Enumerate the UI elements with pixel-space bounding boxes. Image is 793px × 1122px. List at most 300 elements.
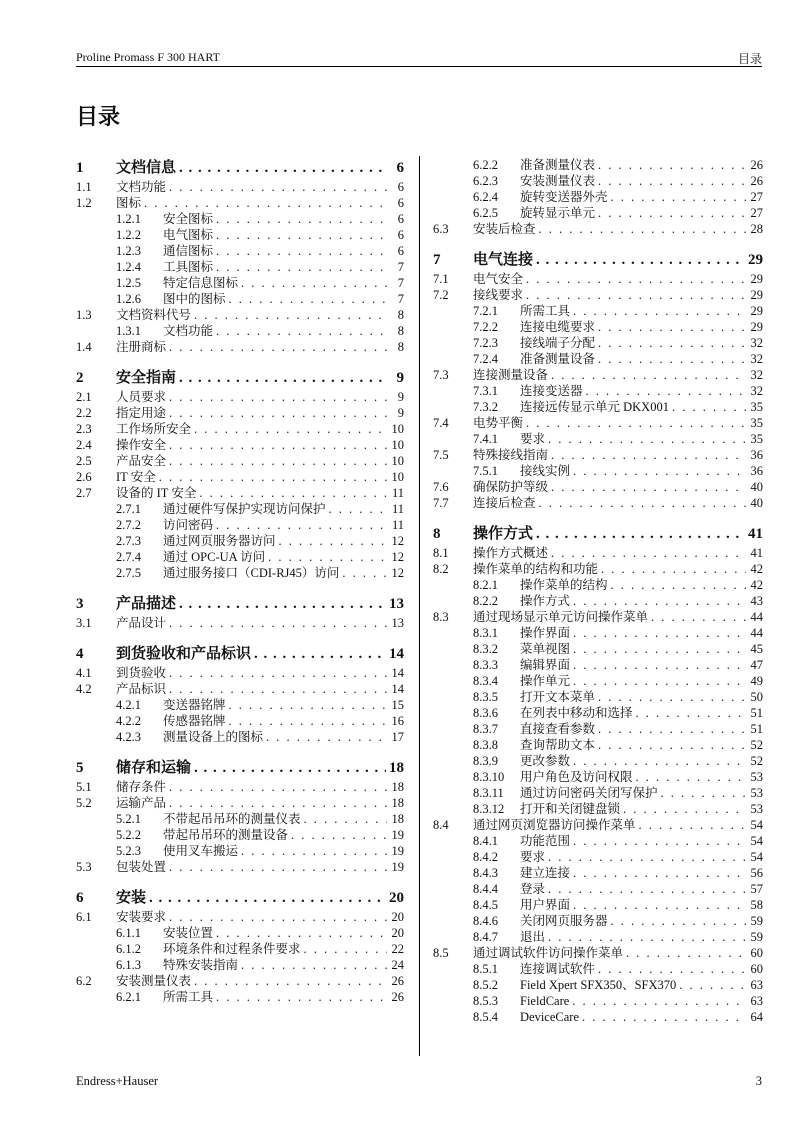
toc-entry-title: 电气连接 — [473, 252, 534, 268]
toc-entry[interactable] — [76, 469, 404, 485]
toc-leader-dots — [598, 173, 746, 189]
toc-entry-title: FieldCare — [520, 994, 570, 1008]
toc-leader-dots — [573, 593, 746, 609]
toc-entry[interactable] — [76, 453, 404, 469]
toc-entry-number: 1.1 — [76, 180, 92, 194]
toc-chapter-entry[interactable] — [76, 593, 404, 615]
toc-entry-page: 10 — [391, 470, 404, 484]
toc-entry-page: 63 — [750, 978, 763, 992]
toc-entry-page: 32 — [750, 336, 763, 350]
toc-entry[interactable] — [76, 243, 404, 259]
toc-entry-title: 建立连接 — [520, 866, 571, 880]
toc-entry[interactable] — [76, 549, 404, 565]
toc-entry-number: 8.3.6 — [473, 706, 498, 720]
toc-leader-dots — [266, 729, 387, 745]
toc-entry[interactable] — [433, 961, 763, 977]
page-title: 目录 — [76, 104, 121, 130]
toc-entry[interactable] — [76, 533, 404, 549]
toc-entry[interactable] — [76, 827, 404, 843]
toc-entry-number: 2.1 — [76, 390, 92, 404]
toc-entry-number: 3.1 — [76, 616, 92, 630]
toc-entry-page: 13 — [391, 616, 404, 630]
toc-entry[interactable] — [433, 577, 763, 593]
toc-leader-dots — [169, 339, 387, 355]
toc-entry-page: 32 — [750, 368, 763, 382]
toc-entry-page: 7 — [397, 292, 404, 306]
toc-entry-title: 安装位置 — [163, 926, 214, 940]
toc-entry-number: 8.5.2 — [473, 978, 498, 992]
toc-entry[interactable] — [76, 811, 404, 827]
toc-entry[interactable] — [433, 399, 763, 415]
toc-entry-page: 26 — [750, 174, 763, 188]
toc-entry-title: 特殊接线指南 — [473, 448, 549, 462]
toc-leader-dots — [169, 779, 387, 795]
toc-entry-page: 52 — [750, 754, 763, 768]
toc-entry-title: 电气安全 — [473, 272, 524, 286]
toc-entry-page: 64 — [750, 1010, 763, 1024]
toc-entry-number: 6 — [76, 890, 84, 906]
toc-entry-title: Field Xpert SFX350、SFX370 — [520, 978, 677, 992]
toc-entry-page: 43 — [750, 594, 763, 608]
toc-entry[interactable] — [76, 517, 404, 533]
toc-entry-page: 29 — [748, 252, 763, 268]
toc-entry[interactable] — [433, 593, 763, 609]
toc-entry-number: 8.3.11 — [473, 786, 504, 800]
toc-entry-number: 7.2.4 — [473, 352, 498, 366]
toc-entry[interactable] — [433, 319, 763, 335]
toc-entry-page: 12 — [391, 550, 404, 564]
toc-entry-number: 7.1 — [433, 272, 449, 286]
header-section-name: 目录 — [737, 52, 762, 66]
toc-leader-dots — [548, 881, 746, 897]
toc-leader-dots — [598, 689, 746, 705]
toc-entry[interactable] — [76, 421, 404, 437]
toc-entry-number: 8.3.5 — [473, 690, 498, 704]
toc-leader-dots — [572, 993, 746, 1009]
toc-entry-number: 8.3.3 — [473, 658, 498, 672]
toc-entry[interactable] — [433, 833, 763, 849]
toc-entry-title: 操作单元 — [520, 674, 571, 688]
toc-entry-title: 操作界面 — [520, 626, 571, 640]
toc-entry[interactable] — [76, 925, 404, 941]
toc-entry-page: 6 — [396, 160, 404, 176]
toc-entry[interactable] — [76, 259, 404, 275]
toc-entry-number: 1.2.2 — [116, 228, 141, 242]
toc-entry-number: 8.4.1 — [473, 834, 498, 848]
toc-entry[interactable] — [76, 307, 404, 323]
toc-entry[interactable] — [433, 945, 763, 961]
toc-entry-page: 27 — [750, 206, 763, 220]
toc-entry[interactable] — [433, 993, 763, 1009]
toc-entry[interactable] — [433, 205, 763, 221]
toc-entry-page: 6 — [397, 180, 404, 194]
toc-entry-number: 7.2.3 — [473, 336, 498, 350]
toc-entry-title: 产品描述 — [116, 596, 177, 612]
toc-entry[interactable] — [433, 817, 763, 833]
toc-entry-title: 接线端子分配 — [520, 336, 596, 350]
toc-entry[interactable] — [433, 913, 763, 929]
toc-entry-number: 8.4.7 — [473, 930, 498, 944]
toc-leader-dots — [639, 817, 746, 833]
toc-entry-title: 使用叉车搬运 — [163, 844, 239, 858]
toc-entry-number: 8.1 — [433, 546, 449, 560]
toc-entry-title: 产品标识 — [116, 682, 167, 696]
toc-entry-number: 2.7.5 — [116, 566, 141, 580]
toc-entry-title: 通过网页服务器访问 — [163, 534, 276, 548]
toc-entry[interactable] — [433, 383, 763, 399]
toc-entry-number: 2.7.1 — [116, 502, 141, 516]
toc-entry[interactable] — [433, 287, 763, 303]
toc-entry[interactable] — [433, 785, 763, 801]
toc-entry[interactable] — [76, 211, 404, 227]
toc-leader-dots — [199, 485, 387, 501]
toc-entry-number: 8.3.10 — [473, 770, 505, 784]
toc-entry[interactable] — [76, 437, 404, 453]
toc-leader-dots — [216, 259, 387, 275]
toc-leader-dots — [611, 913, 746, 929]
toc-entry-title: 操作菜单的结构 — [520, 578, 608, 592]
toc-leader-dots — [573, 753, 746, 769]
toc-entry-page: 18 — [391, 796, 404, 810]
toc-chapter-entry[interactable] — [76, 157, 404, 179]
toc-entry[interactable] — [433, 431, 763, 447]
toc-entry-page: 19 — [391, 860, 404, 874]
toc-leader-dots — [623, 801, 746, 817]
toc-entry-title: 退出 — [520, 930, 546, 944]
toc-entry[interactable] — [433, 479, 763, 495]
toc-entry[interactable] — [433, 447, 763, 463]
toc-entry-title: 测量设备上的图标 — [163, 730, 264, 744]
toc-entry-page: 19 — [391, 844, 404, 858]
toc-leader-dots — [241, 957, 387, 973]
toc-entry[interactable] — [433, 849, 763, 865]
toc-entry-title: 通过 OPC-UA 访问 — [163, 550, 266, 564]
toc-entry-number: 8.4.5 — [473, 898, 498, 912]
toc-leader-dots — [526, 271, 746, 287]
toc-chapter-entry[interactable] — [76, 643, 404, 665]
toc-entry[interactable] — [76, 697, 404, 713]
toc-entry-number: 2.6 — [76, 470, 92, 484]
toc-leader-dots — [679, 977, 746, 993]
toc-entry-page: 28 — [750, 222, 763, 236]
toc-entry[interactable] — [76, 291, 404, 307]
toc-entry[interactable] — [433, 897, 763, 913]
toc-entry-number: 7.6 — [433, 480, 449, 494]
toc-entry-page: 35 — [750, 432, 763, 446]
toc-leader-dots — [536, 249, 745, 271]
toc-entry-number: 6.2.3 — [473, 174, 498, 188]
toc-entry-number: 8.4.6 — [473, 914, 498, 928]
toc-entry-number: 8.3.2 — [473, 642, 498, 656]
toc-entry[interactable] — [433, 977, 763, 993]
toc-entry[interactable] — [433, 929, 763, 945]
toc-entry-title: 操作方式 — [520, 594, 571, 608]
toc-leader-dots — [548, 431, 746, 447]
toc-entry[interactable] — [76, 501, 404, 517]
toc-entry-title: 旋转变送器外壳 — [520, 190, 608, 204]
toc-entry-number: 8.5.4 — [473, 1010, 498, 1024]
toc-leader-dots — [194, 421, 387, 437]
toc-entry-page: 53 — [750, 802, 763, 816]
toc-entry[interactable] — [433, 189, 763, 205]
toc-chapter-entry[interactable] — [433, 523, 763, 545]
toc-entry-page: 47 — [750, 658, 763, 672]
toc-entry-number: 7.4 — [433, 416, 449, 430]
toc-entry-title: 登录 — [520, 882, 546, 896]
toc-leader-dots — [229, 291, 387, 307]
toc-entry[interactable] — [433, 769, 763, 785]
toc-entry[interactable] — [76, 989, 404, 1005]
toc-entry-title: 安装要求 — [116, 910, 167, 924]
toc-entry-number: 8.4.4 — [473, 882, 498, 896]
toc-leader-dots — [548, 849, 746, 865]
toc-entry-page: 14 — [391, 666, 404, 680]
toc-entry[interactable] — [433, 495, 763, 511]
toc-leader-dots — [598, 351, 746, 367]
toc-chapter-entry[interactable] — [76, 887, 404, 909]
toc-entry-title: 接线实例 — [520, 464, 571, 478]
toc-chapter-entry[interactable] — [433, 249, 763, 271]
toc-entry[interactable] — [433, 673, 763, 689]
toc-entry[interactable] — [76, 665, 404, 681]
toc-entry-page: 26 — [391, 990, 404, 1004]
toc-entry-number: 8.3.7 — [473, 722, 498, 736]
toc-entry[interactable] — [76, 795, 404, 811]
toc-entry[interactable] — [433, 753, 763, 769]
toc-entry[interactable] — [433, 641, 763, 657]
toc-entry-page: 15 — [391, 698, 404, 712]
toc-entry-page: 9 — [397, 390, 404, 404]
toc-entry-title: 安装测量仪表 — [116, 974, 192, 988]
toc-entry[interactable] — [76, 729, 404, 745]
toc-leader-dots — [169, 615, 387, 631]
toc-entry[interactable] — [433, 657, 763, 673]
toc-entry[interactable] — [76, 957, 404, 973]
toc-entry[interactable] — [433, 351, 763, 367]
toc-leader-dots — [216, 243, 387, 259]
toc-leader-dots — [342, 565, 387, 581]
toc-entry[interactable] — [76, 389, 404, 405]
toc-entry-number: 6.2 — [76, 974, 92, 988]
toc-leader-dots — [169, 179, 387, 195]
toc-entry-page: 53 — [750, 770, 763, 784]
toc-entry-page: 57 — [750, 882, 763, 896]
toc-entry-page: 50 — [750, 690, 763, 704]
toc-entry[interactable] — [76, 973, 404, 989]
toc-entry-number: 5 — [76, 760, 84, 776]
toc-entry[interactable] — [433, 545, 763, 561]
toc-entry-title: 直接查看参数 — [520, 722, 596, 736]
toc-entry-page: 52 — [750, 738, 763, 752]
toc-entry-page: 11 — [391, 502, 404, 516]
toc-entry-page: 29 — [750, 320, 763, 334]
toc-leader-dots — [169, 453, 387, 469]
toc-entry-page: 29 — [750, 304, 763, 318]
toc-entry-title: 产品安全 — [116, 454, 167, 468]
toc-entry-page: 14 — [389, 646, 404, 662]
toc-entry-title: 电势平衡 — [473, 416, 524, 430]
toc-entry-title: 通信图标 — [163, 244, 214, 258]
toc-leader-dots — [216, 227, 387, 243]
toc-leader-dots — [329, 501, 387, 517]
page-header — [76, 48, 762, 67]
toc-entry-title: 在列表中移动和选择 — [520, 706, 633, 720]
toc-entry-page: 54 — [750, 834, 763, 848]
toc-entry[interactable] — [433, 415, 763, 431]
toc-entry[interactable] — [76, 323, 404, 339]
toc-entry-page: 11 — [391, 518, 404, 532]
toc-entry[interactable] — [433, 625, 763, 641]
toc-entry-number: 7.5.1 — [473, 464, 498, 478]
toc-entry-title: 更改参数 — [520, 754, 571, 768]
toc-entry-number: 3 — [76, 596, 84, 612]
toc-leader-dots — [216, 925, 387, 941]
toc-entry[interactable] — [433, 303, 763, 319]
toc-entry-page: 10 — [391, 422, 404, 436]
toc-leader-dots — [194, 973, 387, 989]
toc-entry[interactable] — [433, 463, 763, 479]
toc-entry-page: 7 — [397, 276, 404, 290]
toc-entry-page: 54 — [750, 850, 763, 864]
toc-entry[interactable] — [433, 705, 763, 721]
toc-leader-dots — [179, 157, 387, 179]
toc-entry[interactable] — [433, 221, 763, 237]
toc-entry-number: 1.2 — [76, 196, 92, 210]
toc-entry[interactable] — [76, 941, 404, 957]
toc-leader-dots — [241, 843, 387, 859]
toc-entry[interactable] — [433, 367, 763, 383]
toc-entry[interactable] — [76, 859, 404, 875]
toc-entry-title: 通过硬件写保护实现访问保护 — [163, 502, 326, 516]
toc-entry[interactable] — [76, 779, 404, 795]
toc-entry[interactable] — [433, 335, 763, 351]
toc-leader-dots — [551, 367, 746, 383]
toc-entry-number: 5.2 — [76, 796, 92, 810]
toc-leader-dots — [651, 609, 746, 625]
toc-entry-number: 7.2.1 — [473, 304, 498, 318]
toc-entry-page: 7 — [397, 260, 404, 274]
toc-entry-title: 产品设计 — [116, 616, 167, 630]
toc-entry[interactable] — [76, 681, 404, 697]
toc-entry[interactable] — [433, 1009, 763, 1025]
toc-entry-title: 连接电缆要求 — [520, 320, 596, 334]
toc-entry-page: 10 — [391, 454, 404, 468]
toc-entry[interactable] — [76, 195, 404, 211]
toc-entry[interactable] — [76, 405, 404, 421]
toc-entry[interactable] — [433, 173, 763, 189]
toc-entry[interactable] — [76, 485, 404, 501]
toc-entry-page: 59 — [750, 930, 763, 944]
toc-entry[interactable] — [433, 271, 763, 287]
toc-entry-page: 6 — [397, 244, 404, 258]
toc-entry-page: 32 — [750, 384, 763, 398]
toc-entry-title: 图中的图标 — [163, 292, 226, 306]
toc-entry-title: 到货验收和产品标识 — [116, 646, 252, 662]
toc-entry-page: 51 — [750, 722, 763, 736]
toc-entry-title: 用户界面 — [520, 898, 571, 912]
toc-entry-number: 2.7 — [76, 486, 92, 500]
toc-entry[interactable] — [433, 689, 763, 705]
toc-entry[interactable] — [76, 227, 404, 243]
toc-entry-number: 8.2.1 — [473, 578, 498, 592]
toc-entry-title: 确保防护等级 — [473, 480, 549, 494]
toc-entry[interactable] — [76, 339, 404, 355]
toc-entry[interactable] — [76, 615, 404, 631]
toc-entry[interactable] — [76, 713, 404, 729]
toc-leader-dots — [526, 415, 746, 431]
toc-entry-title: 安装测量仪表 — [520, 174, 596, 188]
toc-entry-title: 变送器铭牌 — [163, 698, 226, 712]
toc-leader-dots — [149, 887, 386, 909]
toc-entry-number: 7.3 — [433, 368, 449, 382]
toc-entry[interactable] — [76, 565, 404, 581]
toc-entry-title: 连接调试软件 — [520, 962, 596, 976]
toc-entry-page: 20 — [391, 926, 404, 940]
toc-leader-dots — [661, 785, 746, 801]
toc-leader-dots — [611, 577, 746, 593]
toc-entry-page: 18 — [391, 812, 404, 826]
toc-column-right — [433, 157, 763, 1025]
toc-chapter-entry[interactable] — [76, 367, 404, 389]
toc-leader-dots — [194, 307, 387, 323]
toc-entry-number: 5.2.1 — [116, 812, 141, 826]
toc-entry[interactable] — [433, 721, 763, 737]
toc-entry-number: 2.5 — [76, 454, 92, 468]
toc-entry-page: 19 — [391, 828, 404, 842]
toc-entry[interactable] — [76, 179, 404, 195]
toc-entry-number: 8.3.9 — [473, 754, 498, 768]
toc-entry-number: 6.2.4 — [473, 190, 498, 204]
toc-entry-page: 8 — [397, 340, 404, 354]
toc-entry[interactable] — [433, 737, 763, 753]
toc-entry-title: 安全图标 — [163, 212, 214, 226]
toc-entry-number: 2.3 — [76, 422, 92, 436]
toc-entry-page: 26 — [391, 974, 404, 988]
toc-entry[interactable] — [433, 157, 763, 173]
toc-entry[interactable] — [433, 865, 763, 881]
toc-leader-dots — [229, 697, 387, 713]
toc-entry-title: 包装处置 — [116, 860, 167, 874]
toc-entry-page: 8 — [397, 308, 404, 322]
toc-leader-dots — [598, 157, 746, 173]
toc-entry-number: 5.1 — [76, 780, 92, 794]
toc-entry[interactable] — [433, 881, 763, 897]
toc-entry[interactable] — [76, 843, 404, 859]
toc-leader-dots — [169, 389, 387, 405]
toc-entry-number: 8 — [433, 526, 441, 542]
toc-entry-page: 22 — [391, 942, 404, 956]
toc-entry-number: 8.5.3 — [473, 994, 498, 1008]
toc-entry[interactable] — [433, 801, 763, 817]
toc-entry-title: 通过网页浏览器访问操作菜单 — [473, 818, 636, 832]
toc-entry-title: 人员要求 — [116, 390, 167, 404]
toc-entry-page: 12 — [391, 534, 404, 548]
toc-entry-title: 工作场所安全 — [116, 422, 192, 436]
toc-entry[interactable] — [433, 609, 763, 625]
toc-leader-dots — [601, 561, 746, 577]
toc-entry-number: 4.2.3 — [116, 730, 141, 744]
toc-leader-dots — [144, 195, 387, 211]
toc-entry-number: 8.3.4 — [473, 674, 498, 688]
toc-entry-number: 7.3.1 — [473, 384, 498, 398]
toc-entry[interactable] — [76, 275, 404, 291]
toc-leader-dots — [573, 641, 746, 657]
toc-chapter-entry[interactable] — [76, 757, 404, 779]
toc-entry[interactable] — [76, 909, 404, 925]
toc-entry-page: 11 — [391, 486, 404, 500]
toc-entry-title: 环境条件和过程条件要求 — [163, 942, 301, 956]
toc-entry[interactable] — [433, 561, 763, 577]
